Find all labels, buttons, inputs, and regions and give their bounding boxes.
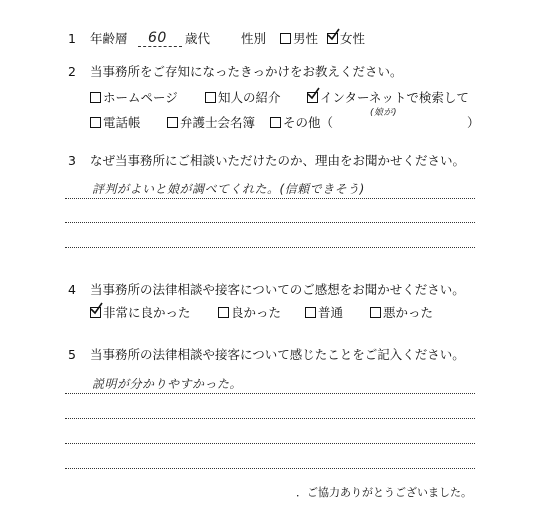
answer-line (65, 198, 475, 199)
q4-option-good[interactable] (218, 305, 281, 321)
checkbox[interactable] (90, 92, 101, 103)
answer-line (65, 443, 475, 444)
gender-label: 性別 (241, 31, 267, 46)
checkbox-checked[interactable] (307, 92, 318, 103)
option-label: 知人の紹介 (218, 90, 281, 105)
check-mark-icon (89, 302, 103, 316)
q5-answer[interactable]: 説明が分かりやすかった。 (92, 377, 243, 391)
q4-question: 当事務所の法律相談や接客についてのご感想をお聞かせください。 (90, 282, 465, 297)
check-mark-icon (326, 28, 340, 42)
q2-option-referral[interactable] (205, 90, 281, 106)
q3-number: 3 (68, 153, 76, 168)
age-suffix: 歳代 (185, 31, 211, 46)
q2-other-close-paren: ） (467, 115, 480, 130)
checkbox[interactable] (270, 117, 281, 128)
q2-question: 当事務所をご存知になったきっかけをお教えください。 (90, 64, 403, 79)
q4-number: 4 (68, 282, 76, 297)
answer-line (65, 247, 475, 248)
q5-question: 当事務所の法律相談や接客について感じたことをご記入ください。 (90, 347, 465, 362)
answer-line (65, 468, 475, 469)
q2-option-phonebook[interactable] (90, 115, 141, 131)
age-underline (138, 46, 182, 47)
q4-option-very-good[interactable] (90, 305, 191, 321)
option-label: 非常に良かった (103, 305, 191, 320)
age-value[interactable]: 60 (148, 30, 167, 46)
answer-line (65, 418, 475, 419)
q4-option-average[interactable] (305, 305, 343, 321)
option-label: 悪かった (383, 305, 434, 320)
checkbox-checked[interactable] (90, 307, 101, 318)
q5-number: 5 (68, 347, 76, 362)
q2-option-internet[interactable] (307, 90, 469, 106)
q1-number: 1 (68, 31, 76, 46)
checkbox[interactable] (205, 92, 216, 103)
q2-handwritten-note: (娘が) (370, 108, 398, 118)
checkbox[interactable] (167, 117, 178, 128)
q4-option-bad[interactable] (370, 305, 433, 321)
checkbox-checked[interactable] (327, 33, 338, 44)
option-label: 電話帳 (103, 115, 141, 130)
option-label: その他（ (283, 115, 334, 130)
q2-number: 2 (68, 64, 76, 79)
thanks-message: ．ご協力ありがとうございました。 (296, 486, 472, 499)
q2-option-other[interactable] (270, 115, 333, 131)
gender-option-female[interactable] (327, 31, 365, 47)
check-mark-icon (306, 87, 320, 101)
checkbox[interactable] (218, 307, 229, 318)
option-label: 良かった (231, 305, 282, 320)
option-label: 普通 (318, 305, 344, 320)
option-label: ホームページ (103, 90, 178, 105)
q3-question: なぜ当事務所にご相談いただけたのか、理由をお聞かせください。 (90, 153, 466, 168)
q2-option-bar-directory[interactable] (167, 115, 255, 131)
q2-option-homepage[interactable] (90, 90, 178, 106)
checkbox[interactable] (280, 33, 291, 44)
age-label: 年齢層 (90, 31, 128, 46)
answer-line (65, 393, 475, 394)
checkbox[interactable] (305, 307, 316, 318)
answer-line (65, 222, 475, 223)
gender-option-male[interactable] (280, 31, 318, 47)
option-label: 男性 (293, 31, 319, 46)
q3-answer[interactable]: 評判がよいと娘が調べてくれた。(信頼できそう) (92, 182, 365, 196)
option-label: 女性 (340, 31, 366, 46)
checkbox[interactable] (370, 307, 381, 318)
option-label: 弁護士会名簿 (180, 115, 256, 130)
option-label: インターネットで検索して (320, 90, 469, 105)
checkbox[interactable] (90, 117, 101, 128)
